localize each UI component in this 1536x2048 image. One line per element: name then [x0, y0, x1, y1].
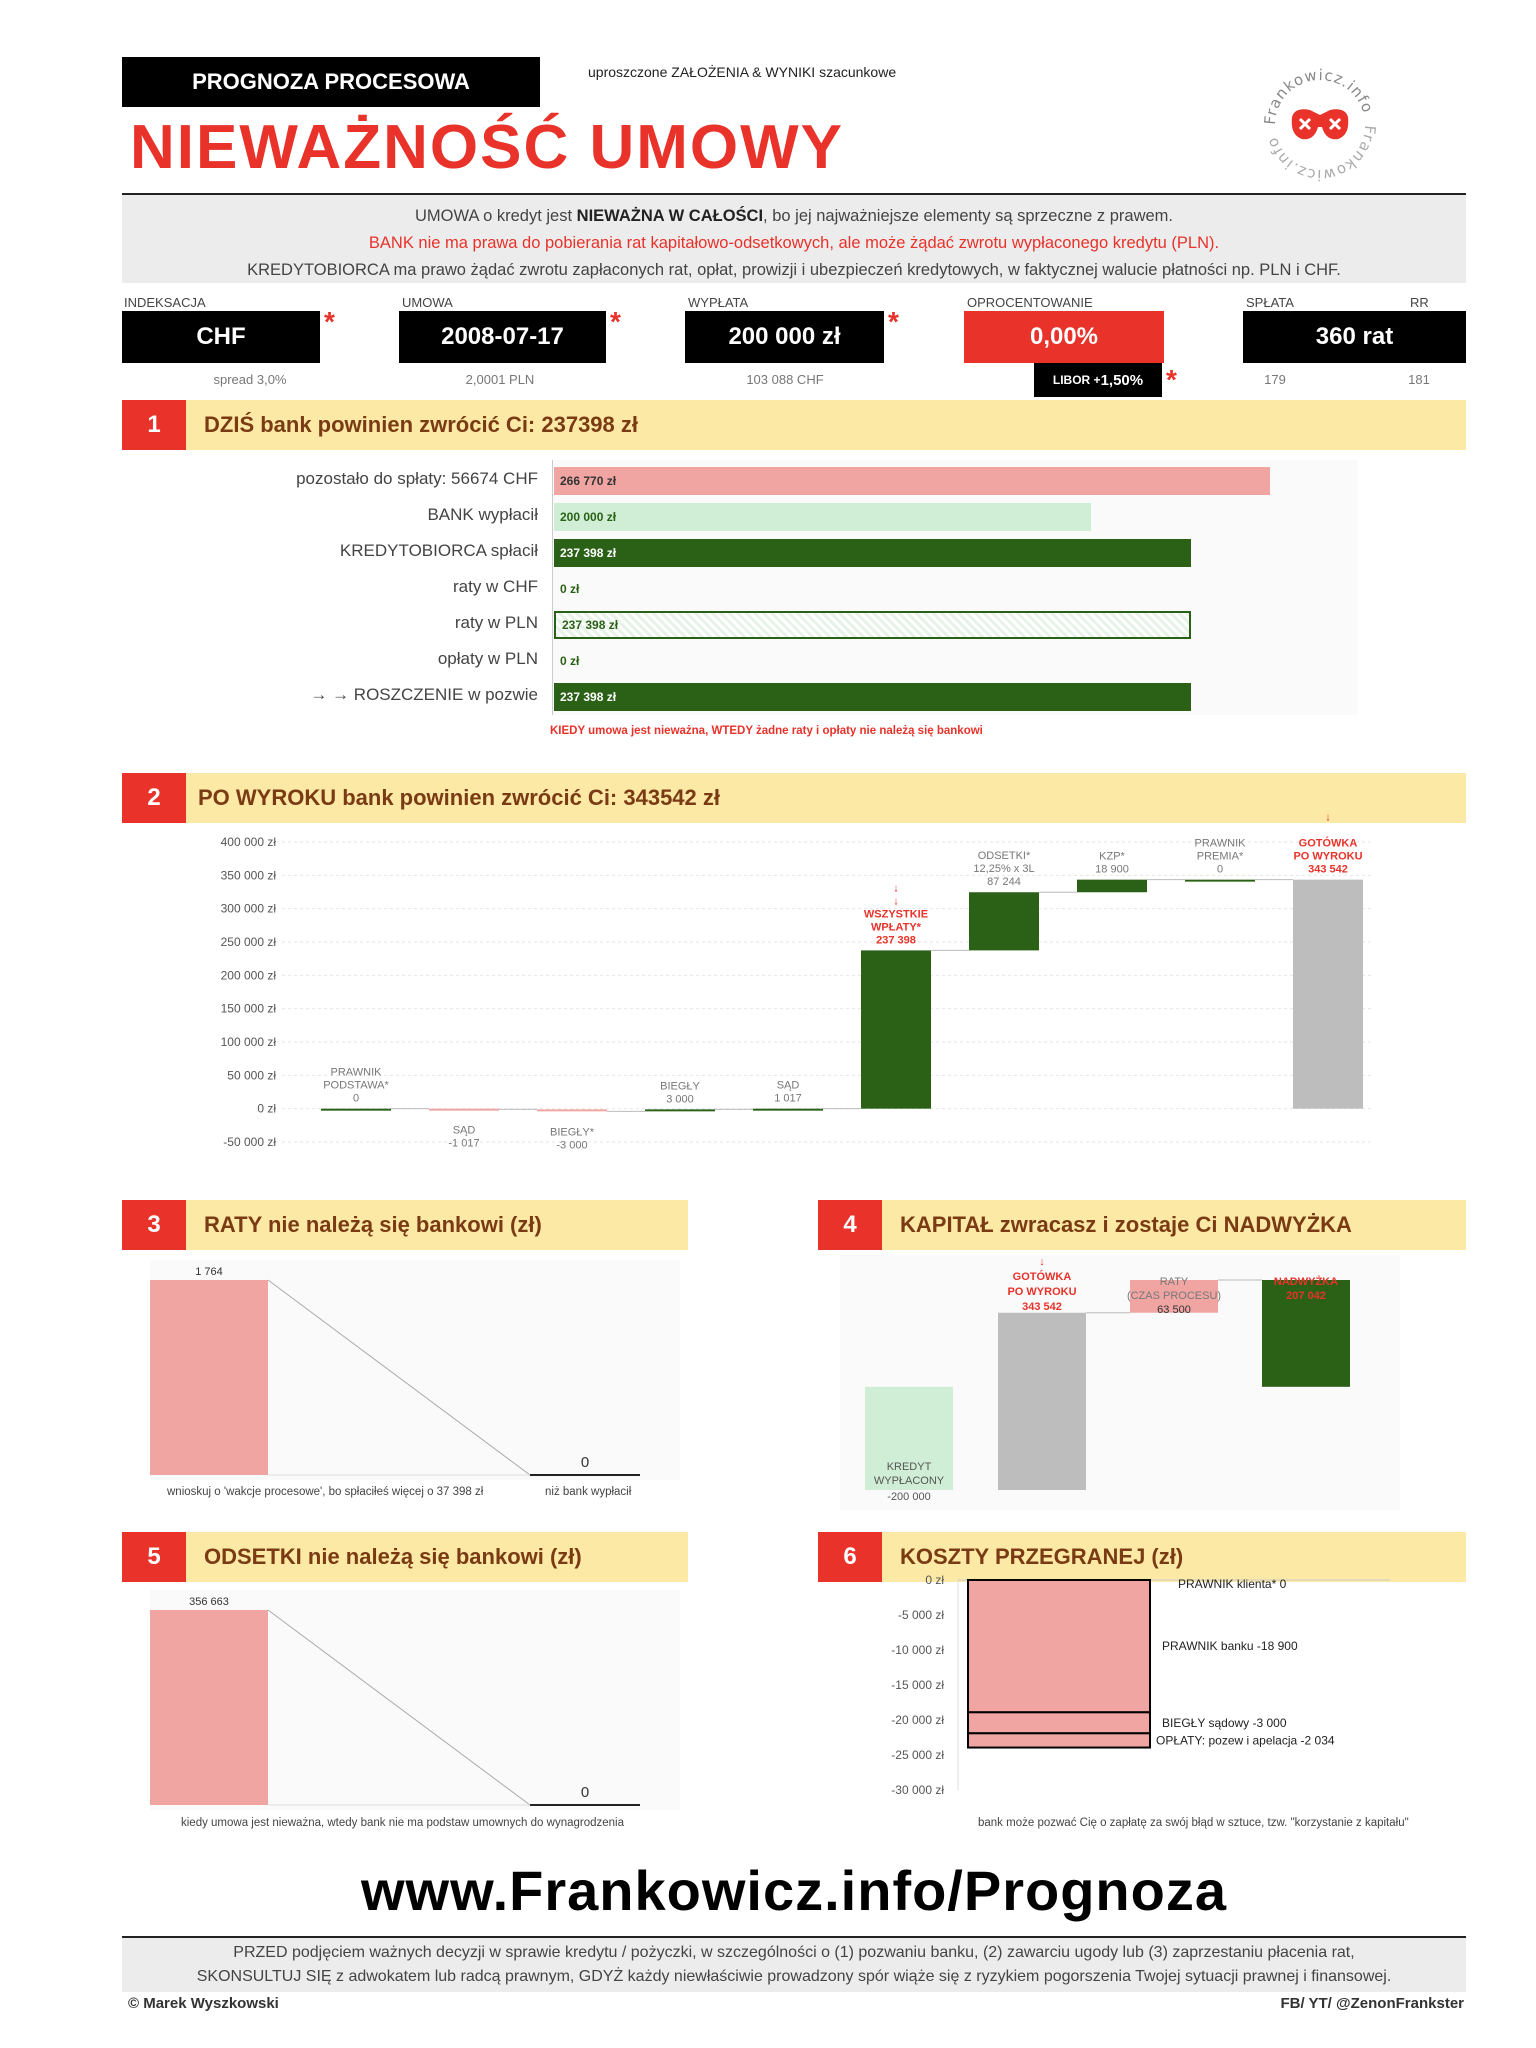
section-6-note: bank może pozwać Cię o zapłatę za swój błąd w sztuce, tzw. "korzystanie z kapitału" — [978, 1817, 1409, 1829]
y-tick-label: -30 000 zł — [891, 1783, 944, 1797]
bar-value-label: 356 663 — [189, 1596, 229, 1608]
waterfall-step-label: PO WYROKU — [1293, 850, 1363, 863]
logo — [1250, 55, 1390, 195]
section-1-row-label: BANK wypłacił — [427, 505, 538, 524]
waterfall-bar — [429, 1109, 499, 1111]
y-tick-label: 0 zł — [925, 1573, 944, 1587]
waterfall-bar — [861, 950, 931, 1108]
y-tick-label: 200 000 zł — [220, 968, 276, 983]
indexacja-sub: spread 3,0% — [213, 372, 287, 387]
waterfall-step-label: NADWYŻKA — [1273, 1276, 1339, 1288]
waterfall-bar — [537, 1109, 607, 1111]
stacked-segment — [968, 1712, 1150, 1733]
svg-text:Frankowicz.info: Frankowicz.info — [1260, 65, 1378, 126]
y-tick-label: -50 000 zł — [223, 1135, 276, 1149]
value-bar — [150, 1280, 268, 1475]
wyplata-star: * — [888, 306, 899, 337]
y-tick-label: 150 000 zł — [220, 1001, 276, 1016]
waterfall-bar — [321, 1109, 391, 1111]
y-tick-label: -10 000 zł — [891, 1643, 944, 1657]
section-3-title: RATY nie należą się bankowi (zł) — [204, 1212, 542, 1237]
wyplata-value: 200 000 zł — [685, 311, 884, 363]
section-2-waterfall-chart — [122, 811, 1382, 1160]
wyplata-sub: 103 088 CHF — [746, 372, 824, 387]
intro-line-3: KREDYTOBIORCA ma prawo żądać zwrotu zapłaconych rat, opłat, prowizji i ubezpieczeń kredytowych, w faktycznej walucie płatności np. PLN i CHF. — [247, 261, 1341, 279]
stacked-segment — [968, 1733, 1150, 1747]
label-splata: SPŁATA — [1246, 295, 1294, 310]
section-1-row-label: KREDYTOBIORCA spłacił — [339, 541, 538, 560]
segment-label: PRAWNIK klienta* 0 — [1178, 1577, 1287, 1591]
splata-value: 360 rat — [1243, 311, 1466, 363]
waterfall-step-value: 3 000 — [666, 1093, 694, 1106]
waterfall-bar — [969, 892, 1039, 950]
waterfall-step-value: 207 042 — [1286, 1290, 1326, 1302]
section-2-title: PO WYROKU bank powinien zwrócić Ci: 343542 zł — [198, 785, 721, 810]
waterfall-step-value: 0 — [352, 1092, 360, 1105]
waterfall-step-label: PO WYROKU — [1007, 1285, 1077, 1298]
indexacja-value: CHF — [122, 311, 320, 363]
disclaimer-line-1: PRZED podjęciem ważnych decyzji w sprawie kredytu / pożyczki, w szczególności o (1) pozwaniu banku, (2) zawarciu ugody lub (3) zaprzestaniu płacenia rat, — [233, 1944, 1355, 1961]
section-3-header — [122, 1200, 688, 1250]
section-3-note-left: wnioskuj o 'wakcje procesowe', bo spłaciłeś więcej o 37 398 zł — [167, 1486, 484, 1498]
section-2-header — [122, 773, 1466, 823]
waterfall-step-label: PREMIA* — [1196, 850, 1244, 863]
section-1-bar: 237 398 zł — [554, 611, 1191, 639]
y-tick-label: 400 000 zł — [220, 835, 276, 849]
section-3-number: 3 — [122, 1200, 186, 1250]
segment-label: PRAWNIK banku -18 900 — [1162, 1639, 1298, 1654]
section-1-bar: 237 398 zł — [554, 683, 1191, 711]
waterfall-step-value: 343 542 — [1308, 863, 1348, 876]
section-1-bar: 0 zł — [560, 582, 580, 596]
y-tick-label: 0 zł — [257, 1101, 276, 1116]
label-indexacja: INDEKSACJA — [124, 295, 206, 310]
section-1-plot-area — [552, 460, 1357, 715]
section-4-title: KAPITAŁ zwracasz i zostaje Ci NADWYŻKA — [900, 1212, 1352, 1237]
section-1-row-label: opłaty w PLN — [437, 649, 538, 668]
waterfall-bar — [645, 1109, 715, 1111]
section-1-chart — [122, 455, 1362, 725]
arrow-down-icon: ↓ — [1325, 811, 1331, 824]
section-3-chart — [150, 1260, 680, 1485]
waterfall-step-value: 1 017 — [774, 1092, 802, 1105]
segment-label: OPŁATY: pozew i apelacja -2 034 — [1156, 1733, 1335, 1748]
waterfall-bar — [1293, 880, 1363, 1109]
waterfall-step-value: 63 500 — [1157, 1304, 1191, 1316]
page-title: NIEWAŻNOŚĆ UMOWY — [130, 113, 844, 182]
waterfall-step-label: WYPŁACONY — [873, 1475, 945, 1487]
waterfall-step-value: 343 542 — [1022, 1300, 1062, 1313]
section-1-bar: 0 zł — [560, 654, 580, 668]
bar-value-label: 0 — [580, 1784, 590, 1801]
waterfall-step-label: GOTÓWKA — [1298, 837, 1358, 850]
value-bar — [150, 1610, 268, 1805]
section-1-number: 1 — [122, 400, 186, 450]
y-tick-label: 50 000 zł — [227, 1068, 276, 1083]
waterfall-step-label: GOTÓWKA — [1012, 1270, 1072, 1283]
section-1-header — [122, 400, 1466, 450]
waterfall-step-value: -200 000 — [887, 1491, 931, 1503]
section-2-number: 2 — [122, 773, 186, 823]
svg-text:Frankowicz.info: Frankowicz.info — [1262, 124, 1380, 185]
arrow-down-icon: ↓ — [893, 882, 899, 895]
section-1-row-label: raty w CHF — [453, 577, 538, 596]
header-subtitle: uproszczone ZAŁOŻENIA & WYNIKI szacunkowe — [588, 64, 897, 80]
waterfall-bar — [1185, 880, 1255, 882]
section-4-number: 4 — [818, 1200, 882, 1250]
intro-box — [122, 193, 1466, 283]
disclaimer-line-2: SKONSULTUJ SIĘ z adwokatem lub radcą prawnym, GDYŻ każdy niewłaściwie prowadzony spór wiąże się z ryzykiem pogorszenia Twojej sytuacji prawnej i finansowej. — [196, 1968, 1392, 1985]
waterfall-step-label: ODSETKI* — [977, 850, 1031, 863]
stacked-segment — [968, 1580, 1150, 1712]
waterfall-step-value: -1 017 — [448, 1137, 480, 1150]
section-6-title: KOSZTY PRZEGRANEJ (zł) — [900, 1544, 1184, 1569]
waterfall-step-label: RATY — [1159, 1276, 1189, 1288]
waterfall-step-label: 12,25% x 3L — [973, 863, 1035, 876]
section-5-title: ODSETKI nie należą się bankowi (zł) — [204, 1544, 582, 1569]
footer-social[interactable]: FB/ YT/ @ZenonFrankster — [1280, 1995, 1464, 2012]
footer-author: © Marek Wyszkowski — [128, 1995, 279, 2012]
disclaimer-box — [122, 1936, 1466, 1992]
segment-label: BIEGŁY sądowy -3 000 — [1162, 1715, 1287, 1730]
bar-value-label: 0 — [580, 1454, 590, 1471]
y-tick-label: 300 000 zł — [220, 901, 276, 916]
intro-line-2: BANK nie ma prawa do pobierania rat kapitałowo-odsetkowych, ale może żądać zwrotu wypłaconego kredytu (PLN). — [368, 234, 1220, 252]
glasses-icon — [1292, 109, 1349, 139]
section-1-bar: 237 398 zł — [554, 539, 1191, 567]
waterfall-bar — [998, 1313, 1086, 1490]
section-1-row-label: raty w PLN — [454, 613, 538, 632]
waterfall-step-value: 237 398 — [876, 934, 916, 947]
header-badge: PROGNOZA PROCESOWA — [122, 57, 540, 107]
section-1-bar: 266 770 zł — [554, 467, 1270, 495]
section-6-stacked-chart — [850, 1575, 1410, 1815]
section-5-chart — [150, 1590, 680, 1815]
label-wyplata: WYPŁATA — [688, 295, 749, 310]
waterfall-step-label: PODSTAWA* — [323, 1079, 389, 1092]
libor-star: * — [1166, 364, 1177, 395]
section-1-row-label: → → ROSZCZENIE w pozwie — [310, 685, 538, 704]
waterfall-step-label: (CZAS PROCESU) — [1126, 1290, 1222, 1302]
arrow-down-icon: ↓ — [893, 895, 899, 908]
section-4-waterfall-chart — [840, 1255, 1400, 1515]
splata-sub: 179 — [1264, 372, 1286, 387]
libor-badge: LIBOR + 1,50% — [1034, 363, 1162, 397]
y-tick-label: 100 000 zł — [220, 1035, 276, 1049]
label-oprocentowanie: OPROCENTOWANIE — [967, 295, 1093, 310]
section-3-note-right: niż bank wypłacił — [545, 1486, 632, 1498]
section-1-bar: 200 000 zł — [554, 503, 1091, 531]
waterfall-step-value: -3 000 — [556, 1139, 588, 1152]
umowa-value: 2008-07-17 — [399, 311, 606, 363]
y-tick-label: -20 000 zł — [891, 1713, 944, 1727]
waterfall-step-label: KREDYT — [886, 1461, 932, 1473]
section-5-header — [122, 1532, 688, 1582]
arrow-down-icon: ↓ — [1039, 1255, 1045, 1268]
bar-value-label: 1 764 — [195, 1266, 223, 1278]
waterfall-bar — [753, 1109, 823, 1111]
waterfall-step-label: BIEGŁY* — [549, 1126, 595, 1139]
umowa-star: * — [610, 306, 621, 337]
indexacja-star: * — [324, 306, 335, 337]
waterfall-step-label: SĄD — [452, 1124, 476, 1137]
waterfall-step-label: KZP* — [1099, 850, 1125, 863]
rr-sub: 181 — [1408, 372, 1430, 387]
y-tick-label: 250 000 zł — [220, 935, 276, 949]
waterfall-step-label: PRAWNIK — [330, 1066, 382, 1079]
y-tick-label: -5 000 zł — [897, 1608, 944, 1622]
section-1-row-label: pozostało do spłaty: 56674 CHF — [296, 469, 538, 488]
intro-line-1: UMOWA o kredyt jest NIEWAŻNA W CAŁOŚCI, bo jej najważniejsze elementy są sprzeczne z prawem. — [414, 207, 1173, 225]
section-1-title: DZIŚ bank powinien zwrócić Ci: 237398 zł — [204, 412, 639, 437]
waterfall-step-label: SĄD — [776, 1079, 800, 1092]
label-umowa: UMOWA — [402, 295, 453, 310]
waterfall-step-value: 0 — [1216, 863, 1224, 876]
waterfall-step-label: BIEGŁY — [660, 1080, 700, 1093]
section-5-note: kiedy umowa jest nieważna, wtedy bank nie ma podstaw umownych do wynagrodzenia — [181, 1817, 624, 1829]
waterfall-step-value: 87 244 — [987, 876, 1021, 889]
oprocentowanie-value: 0,00% — [964, 311, 1164, 363]
y-tick-label: -25 000 zł — [891, 1748, 944, 1762]
y-tick-label: 350 000 zł — [220, 868, 276, 883]
footer-url[interactable]: www.Frankowicz.info/Prognoza — [361, 1859, 1227, 1922]
waterfall-step-label: PRAWNIK — [1194, 837, 1246, 850]
section-6-number: 6 — [818, 1532, 882, 1582]
section-1-note: KIEDY umowa jest nieważna, WTEDY żadne raty i opłaty nie należą się bankowi — [550, 725, 983, 737]
umowa-sub: 2,0001 PLN — [465, 372, 535, 387]
waterfall-step-label: WPŁATY* — [871, 921, 921, 934]
waterfall-step-value: 18 900 — [1095, 863, 1129, 876]
label-rr: RR — [1410, 295, 1429, 310]
section-5-number: 5 — [122, 1532, 186, 1582]
waterfall-step-label: WSZYSTKIE — [863, 908, 929, 921]
waterfall-bar — [1077, 880, 1147, 893]
section-4-header — [818, 1200, 1466, 1250]
y-tick-label: -15 000 zł — [891, 1678, 944, 1692]
